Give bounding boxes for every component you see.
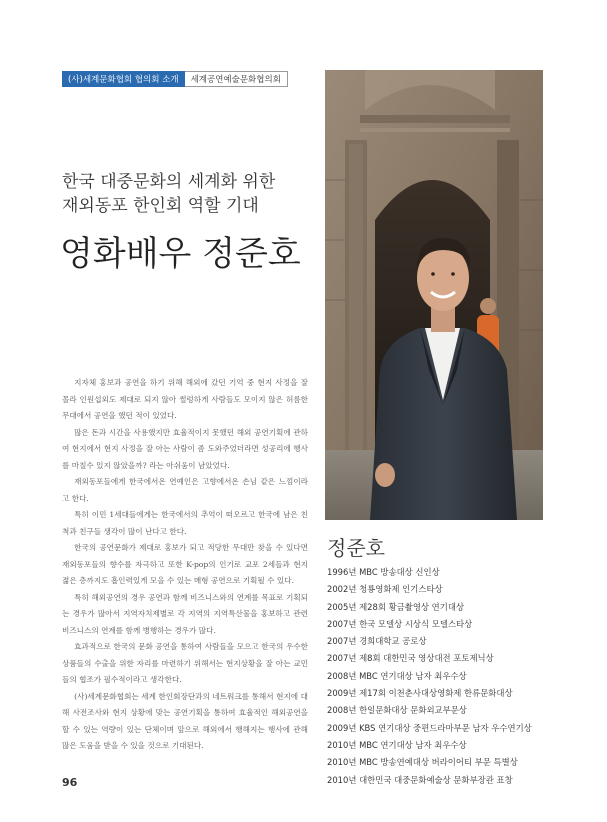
award-item: 2010년 MBC 연기대상 남자 최우수상 xyxy=(327,739,467,750)
section-tag-primary: (사)세계문화협회 협의회 소개 xyxy=(62,71,185,87)
award-item: 2008년 한일문화대상 문화외교부문상 xyxy=(327,705,467,716)
awards-list xyxy=(327,564,577,789)
body-paragraph-2: 많은 돈과 시간을 사용했지만 효율적이지 못했던 해외 공연기획에 관하여 현지에서 현지 사정을 잘 아는 사람이 좀 도와주었더라면 성공리에 행사를 마칠수 있지 않았을까? 라는 아쉬움이 남았었다. xyxy=(62,427,308,470)
article-body xyxy=(62,375,308,755)
award-item: 2005년 제28회 황금촬영상 연기대상 xyxy=(327,601,465,612)
profile-name: 정준호 xyxy=(327,536,385,560)
body-paragraph-8: (사)세계문화협회는 세계 한인회장단과의 네트워크를 통해서 현지에 대해 사전조사와 현지 상황에 맞는 공연기획을 통하여 효율적인 해외공연을 할 수 있는 역량이 있는 단체이며 앞으로 해외에서 행해지는 행사에 관해 많은 도움을 받을 수 있을 것으로 기대된다. xyxy=(62,691,308,750)
award-item: 2008년 MBC 연기대상 남자 최우수상 xyxy=(327,670,467,681)
body-paragraph-7: 효과적으로 한국의 문화 공연을 통하여 사람들을 모으고 한국의 우수한 상품들의 수출을 위한 자리를 마련하기 위해서는 현지상황을 잘 아는 교민들의 협조가 필수적이라고 생각한다. xyxy=(62,642,308,684)
award-item: 2007년 제8회 대한민국 영상대전 포토제닉상 xyxy=(327,653,494,664)
section-tag-secondary: 세계공연예술문화협의회 xyxy=(185,71,288,87)
body-paragraph-3: 재외동포들에게 한국에서온 연예인은 고향에서온 손님 같은 느낌이라고 한다. xyxy=(62,477,308,503)
page-number: 96 xyxy=(62,776,78,789)
award-item: 2007년 경희대학교 공로상 xyxy=(327,636,427,647)
award-item: 2010년 대한민국 대중문화예술상 문화부장관 표창 xyxy=(327,774,513,785)
article-title: 영화배우 정준호 xyxy=(60,234,301,274)
award-item: 2002년 청룡영화제 인기스타상 xyxy=(327,584,443,595)
body-paragraph-4: 특히 이민 1세대들에게는 한국에서의 추억이 떠오르고 한국에 남은 친척과 친구들 생각이 많이 난다고 한다. xyxy=(62,510,308,536)
award-item: 2009년 KBS 연기대상 중편드라마부문 남자 우수연기상 xyxy=(327,722,532,733)
profile-photo xyxy=(325,70,543,520)
award-item: 2010년 MBC 방송연예대상 버라이어티 부문 특별상 xyxy=(327,757,518,768)
article-subtitle xyxy=(62,170,322,218)
subtitle-line-2: 재외동포 한인회 역할 기대 xyxy=(62,196,259,216)
body-paragraph-5: 한국의 공연문화가 제대로 홍보가 되고 적당한 무대만 찾을 수 있다면 재외동포들의 향수를 자극하고 또한 K-pop의 인기로 교포 2세들과 현지 젊은 층까지도 흡인력있게 모을 수 있는 매형 공연으로 기획될 수 있다. xyxy=(62,543,308,585)
section-tag xyxy=(62,71,288,87)
award-item: 2007년 한국 모델상 시상식 모델스타상 xyxy=(327,618,473,629)
award-item: 2009년 제17회 이천춘사대상영화제 한류문화대상 xyxy=(327,688,513,699)
award-item: 1996년 MBC 방송대상 신인상 xyxy=(327,567,440,577)
body-paragraph-1: 지자체 홍보과 공연을 하기 위해 해외에 갔던 기억 중 현지 사정을 잘 몰라 인원섭외도 제대로 되지 않아 썰렁하게 사람들도 모이지 않은 허름한 무대에서 공연을 했던 적이 있었다. xyxy=(62,378,308,420)
subtitle-line-1: 한국 대중문화의 세계화 위한 xyxy=(62,172,276,192)
body-paragraph-6: 특히 해외공연의 경우 공연과 함께 비즈니스와의 연계를 목표로 기획되는 경우가 많아서 지역자치제별로 각 지역의 지역특산물을 홍보하고 관련 비즈니스의 연계를 함께 병행하는 경우가 많다. xyxy=(62,592,308,635)
